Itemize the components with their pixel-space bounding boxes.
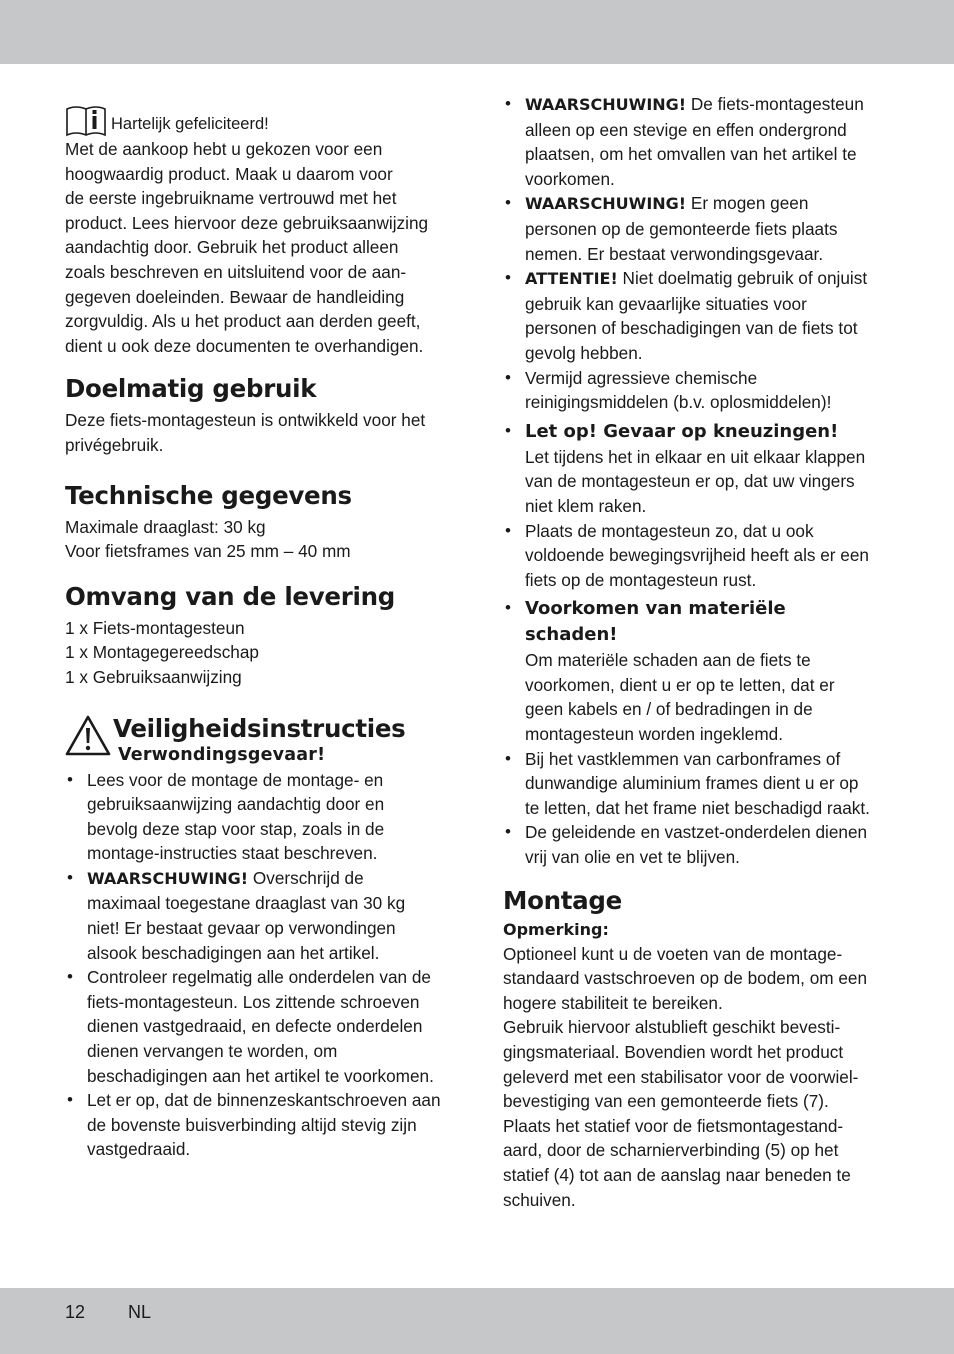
subheading-verwondingsgevaar: Verwondingsgevaar! [118,744,326,765]
section-veiligheid-header [65,714,457,766]
page-number: 12 [65,1302,86,1322]
montage-note-label: Opmerking: [503,919,609,939]
warning-triangle-icon [65,714,111,756]
list-item: • WAARSCHUWING! De fiets-montagesteun alleen op een stevige en effen ondergrond plaatsen, om het omvallen van het artikel te voorkomen. [503,92,893,191]
list-item: • Plaats de montagesteun zo, dat u ook voldoende bewegingsvrijheid heeft als er een fiets op de montagesteun rust. [503,519,893,593]
heading-technisch: Technische gegevens [65,480,352,510]
list-item: • Controleer regelmatig alle onderdelen van de fiets-montagesteun. Los zittende schroeven dienen vastgedraaid, en defecte onderdelen dienen vervangen te worden, om beschadigingen aan het artikel te voorkomen. [65,965,457,1088]
materieel-heading: Voorkomen van materiële schaden! [525,598,786,646]
veiligheid-list [65,768,457,1163]
intro-paragraph: Met de aankoop hebt u gekozen voor een hoogwaardig product. Maak u daarom voor de eerste ingebruikname vertrouwd met het product. Lees hiervoor deze gebruiksaanwijzing aandachtig door. Gebruik het product alleen zoals beschreven en uitsluitend voor de aan- gegeven doeleinden. Bewaar de handleiding zorgvuldig. Als u het product aan derden geeft, dient u ook deze documenten te overhandigen. [65,139,429,356]
heading-montage: Montage [503,885,622,915]
right-column [503,92,893,1212]
info-book-icon [65,103,107,137]
section-technisch [65,481,457,564]
heading-doelmatig: Doelmatig gebruik [65,374,317,404]
list-item: • Lees voor de montage de montage- en gebruiksaanwijzing aandachtig door en bevolg deze stap voor stap, zoals in de montage-instructies staat beschreven. [65,768,457,866]
intro-greeting: Hartelijk gefeliciteerd! [111,115,269,134]
heading-omvang: Omvang van de levering [65,581,395,611]
section-doelmatig [65,374,457,457]
omvang-text: 1 x Fiets-montagesteun 1 x Montagegereedschap 1 x Gebruiksaanwijzing [65,617,259,687]
section-montage [503,886,893,1213]
technisch-text: Maximale draaglast: 30 kg Voor fietsframes van 25 mm – 40 mm [65,516,351,562]
list-item: • WAARSCHUWING! Er mogen geen personen op de gemonteerde fiets plaats nemen. Er bestaat verwondingsgevaar. [503,191,893,266]
header-bar [0,0,954,64]
doelmatig-text: Deze fiets-montagesteun is ontwikkeld voor het privégebruik. [65,410,426,455]
list-item: • Vermijd agressieve chemische reinigingsmiddelen (b.v. oplosmiddelen)! [503,366,893,415]
list-item: • Let er op, dat de binnenzeskantschroeven aan de bovenste buisverbinding altijd stevig zijn vastgedraaid. [65,1088,457,1162]
veiligheid-titles [113,714,405,766]
list-item: • ATTENTIE! Niet doelmatig gebruik of onjuist gebruik kan gevaarlijke situaties voor personen of beschadigingen van de fiets tot gevolg hebben. [503,266,893,365]
intro-greeting-row [65,103,457,137]
list-item: • WAARSCHUWING! Overschrijd de maximaal toegestane draaglast van 30 kg niet! Er bestaat gevaar op verwondingen alsook beschadigingen aan het artikel. [65,866,457,965]
montage-text: Optioneel kunt u de voeten van de montage- standaard vastschroeven op de bodem, om een hogere stabiliteit te bereiken. Gebruik hiervoor alstublieft geschikt bevesti- gingsmateriaal. Bovendien wordt het product geleverd met een stabilisator voor de voorwiel- bevestiging van een gemonteerde fiets (7). Plaats het statief voor de fietsmontagestand- aard, door de scharnierverbinding (5) op het statief (4) tot aan de aanslag naar beneden te schuiven. [503,943,868,1210]
left-column [65,103,457,1162]
list-item-kneuzing: • Let op! Gevaar op kneuzingen! Let tijdens het in elkaar en uit elkaar klappen van de montagesteun er op, dat uw vingers niet klem raken. [503,419,893,519]
list-item-materieel: • Voorkomen van materiële schaden! Om materiële schaden aan de fiets te voorkomen, dient u er op te letten, dat er geen kabels en / of bedradingen in de montagesteun worden ingeklemd. [503,596,893,746]
language-code: NL [128,1302,152,1322]
list-item: • Bij het vastklemmen van carbonframes of dunwandige aluminium frames dient u er op te letten, dat het frame niet beschadigd raakt. [503,747,893,821]
list-item: • De geleidende en vastzet-onderdelen dienen vrij van olie en vet te blijven. [503,820,893,869]
kneuzing-heading: Let op! Gevaar op kneuzingen! [525,420,839,442]
right-safety-list [503,92,893,870]
heading-veiligheid: Veiligheidsinstructies [113,713,406,743]
section-omvang [65,582,457,690]
